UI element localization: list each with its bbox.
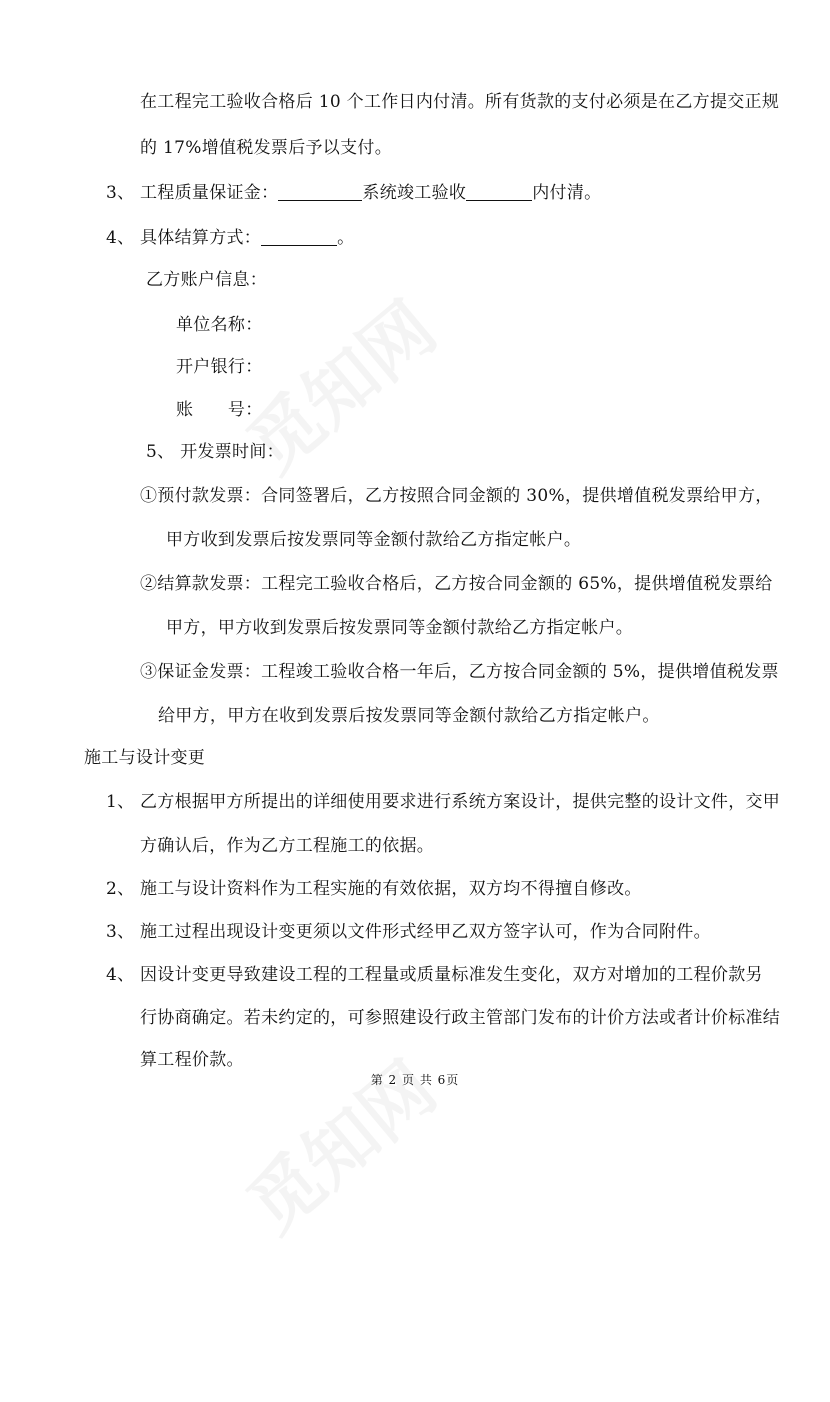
settlement-blank	[261, 227, 337, 246]
invoice-title: 5、 开发票时间：	[146, 442, 284, 462]
account-unit-name: 单位名称：	[176, 315, 263, 335]
payment-line-2: 的 17%增值税发票后予以支付。	[140, 138, 392, 158]
design-item-3-line-1: 施工过程出现设计变更须以文件形式经甲乙双方签字认可，作为合同附件。	[140, 922, 711, 942]
design-item-1-number: 1、	[106, 792, 135, 812]
item-4-number: 4、	[106, 228, 135, 248]
invoice-settle-line-2: 甲方，甲方收到发票后按发票同等金额付款给乙方指定帐户。	[166, 618, 634, 638]
design-item-1-line-1: 乙方根据甲方所提出的详细使用要求进行系统方案设计，提供完整的设计文件，交甲	[140, 792, 781, 812]
design-item-4-line-1: 因设计变更导致建设工程的工程量或质量标准发生变化，双方对增加的工程价款另	[140, 965, 763, 985]
design-item-1-line-2: 方确认后，作为乙方工程施工的依据。	[140, 836, 435, 856]
invoice-deposit-line-1: ③保证金发票：工程竣工验收合格一年后，乙方按合同金额的 5%，提供增值税发票	[140, 662, 779, 682]
design-item-4-number: 4、	[106, 965, 135, 985]
quality-deposit-label: 工程质量保证金：	[140, 183, 279, 203]
acceptance-blank	[466, 182, 532, 201]
account-title: 乙方账户信息：	[146, 270, 268, 290]
item-3-text	[140, 181, 601, 205]
design-item-2-line-1: 施工与设计资料作为工程实施的有效依据，双方均不得擅自修改。	[140, 879, 642, 899]
account-number: 账 号：	[176, 400, 263, 420]
payoff-label: 内付清。	[532, 183, 602, 203]
item-3-number: 3、	[106, 183, 135, 203]
invoice-prepay-line-2: 甲方收到发票后按发票同等金额付款给乙方指定帐户。	[166, 530, 582, 550]
item-4-text	[140, 226, 354, 250]
design-item-4-line-3: 算工程价款。	[140, 1050, 244, 1070]
design-item-3-number: 3、	[106, 922, 135, 942]
settlement-label: 具体结算方式：	[140, 228, 262, 248]
account-bank: 开户银行：	[176, 357, 263, 377]
invoice-prepay-line-1: ①预付款发票：合同签署后，乙方按照合同金额的 30%，提供增值税发票给甲方，	[140, 486, 773, 506]
invoice-deposit-line-2: 给甲方，甲方在收到发票后按发票同等金额付款给乙方指定帐户。	[158, 706, 660, 726]
settlement-end: 。	[337, 228, 355, 248]
acceptance-label: 系统竣工验收	[362, 183, 467, 203]
page-footer: 第 2 页 共 6页	[370, 1073, 460, 1087]
payment-line-1: 在工程完工验收合格后 10 个工作日内付清。所有货款的支付必须是在乙方提交正规	[140, 92, 780, 112]
invoice-settle-line-1: ②结算款发票：工程完工验收合格后，乙方按合同金额的 65%，提供增值税发票给	[140, 574, 773, 594]
design-item-2-number: 2、	[106, 879, 135, 899]
quality-deposit-blank	[278, 182, 362, 201]
design-item-4-line-2: 行协商确定。若未约定的，可参照建设行政主管部门发布的计价方法或者计价标准结	[140, 1008, 781, 1028]
section-heading: 施工与设计变更	[84, 748, 206, 768]
